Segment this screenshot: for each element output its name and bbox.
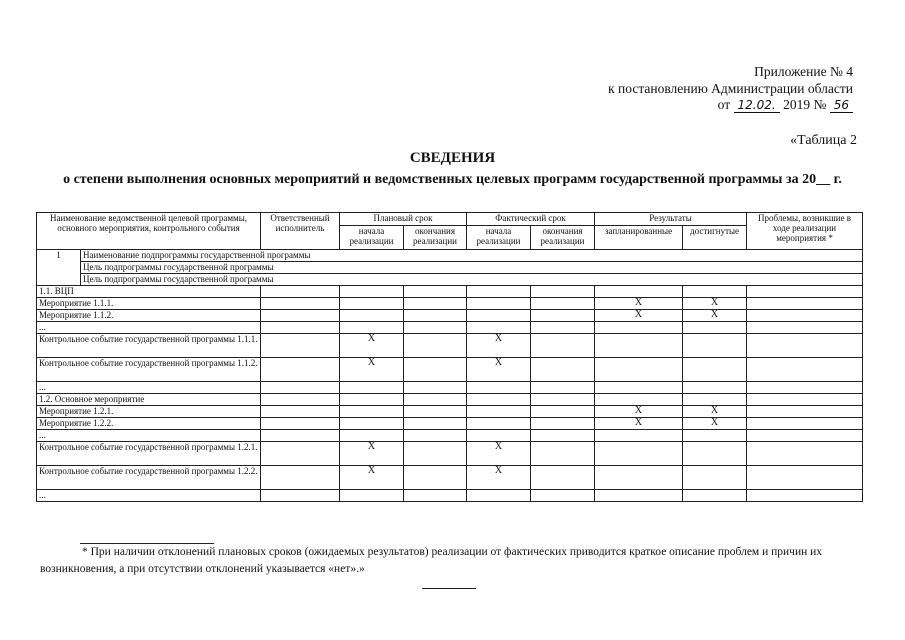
row-actual-end: [531, 394, 595, 406]
row-executor: [261, 418, 340, 430]
row-actual-end: [531, 310, 595, 322]
row-result-achieved: [683, 442, 747, 466]
row-result-achieved: [683, 394, 747, 406]
row-result-planned: [595, 394, 683, 406]
row-planned-start: [340, 322, 404, 334]
row-executor: [261, 358, 340, 382]
row-result-achieved: [683, 358, 747, 382]
row-planned-end: [404, 298, 467, 310]
row-name: 1.1. ВЦП: [37, 286, 261, 298]
row-name: Мероприятие 1.1.1.: [37, 298, 261, 310]
row-result-planned: X: [595, 298, 683, 310]
row-planned-start: [340, 490, 404, 502]
row-name: Контрольное событие государственной программы 1.2.2.: [37, 466, 261, 490]
row-actual-start: [467, 406, 531, 418]
table-row: [37, 322, 863, 334]
row-actual-start: [467, 394, 531, 406]
row-result-achieved: [683, 322, 747, 334]
row-planned-end: [404, 442, 467, 466]
row-actual-start: [467, 322, 531, 334]
decree-label: к постановлению Администрации области: [608, 81, 853, 96]
row-executor: [261, 322, 340, 334]
table-row: [37, 310, 863, 322]
date-prefix: от: [717, 97, 731, 112]
row-name: Контрольное событие государственной программы 1.2.1.: [37, 442, 261, 466]
row-result-achieved: [683, 466, 747, 490]
row-planned-start: [340, 430, 404, 442]
row-problems: [747, 418, 863, 430]
subprogram-number: 1: [37, 250, 81, 286]
row-problems: [747, 442, 863, 466]
table-row: [37, 466, 863, 490]
row-actual-end: [531, 382, 595, 394]
header-result-planned: запланированные: [595, 226, 683, 250]
header-actual-start: начала реализации: [467, 226, 531, 250]
row-result-achieved: [683, 382, 747, 394]
document-title: СВЕДЕНИЯ: [409, 150, 496, 166]
row-actual-start: [467, 382, 531, 394]
row-executor: [261, 394, 340, 406]
row-executor: [261, 406, 340, 418]
row-actual-start: X: [467, 334, 531, 358]
row-result-planned: [595, 382, 683, 394]
row-problems: [747, 298, 863, 310]
table-row: [37, 490, 863, 502]
row-planned-end: [404, 334, 467, 358]
row-executor: [261, 310, 340, 322]
row-name: Мероприятие 1.2.2.: [37, 418, 261, 430]
row-name: ...: [37, 430, 261, 442]
handwritten-date: 12.02.: [734, 98, 780, 113]
row-problems: [747, 490, 863, 502]
row-executor: [261, 466, 340, 490]
row-planned-end: [404, 406, 467, 418]
row-actual-end: [531, 442, 595, 466]
subprogram-name: Наименование подпрограммы государственной программы: [81, 250, 863, 262]
row-planned-end: [404, 466, 467, 490]
row-actual-end: [531, 358, 595, 382]
row-name: Контрольное событие государственной программы 1.1.2.: [37, 358, 261, 382]
row-problems: [747, 394, 863, 406]
row-actual-start: [467, 490, 531, 502]
subprogram-goal: Цель подпрограммы государственной программы: [81, 274, 863, 286]
row-actual-end: [531, 418, 595, 430]
row-planned-start: [340, 418, 404, 430]
row-actual-start: [467, 286, 531, 298]
row-executor: [261, 430, 340, 442]
header-actual: Фактический срок: [467, 213, 595, 226]
table-row: [37, 286, 863, 298]
row-result-planned: [595, 490, 683, 502]
row-result-achieved: [683, 286, 747, 298]
row-name: 1.2. Основное мероприятие: [37, 394, 261, 406]
decree-date-line: [718, 97, 853, 113]
report-table: [36, 212, 863, 502]
row-result-achieved: X: [683, 418, 747, 430]
row-result-achieved: [683, 334, 747, 358]
row-planned-end: [404, 322, 467, 334]
year-number: 2019 №: [783, 97, 827, 112]
row-name: Контрольное событие государственной программы 1.1.1.: [37, 334, 261, 358]
row-problems: [747, 286, 863, 298]
row-planned-start: X: [340, 442, 404, 466]
row-actual-end: [531, 286, 595, 298]
row-problems: [747, 334, 863, 358]
row-actual-start: [467, 430, 531, 442]
row-name: Мероприятие 1.2.1.: [37, 406, 261, 418]
row-problems: [747, 430, 863, 442]
row-actual-start: [467, 298, 531, 310]
row-problems: [747, 382, 863, 394]
header-name: Наименование ведомственной целевой программы, основного мероприятия, контрольного события: [37, 213, 261, 250]
handwritten-number: 56: [830, 98, 853, 113]
row-planned-end: [404, 418, 467, 430]
header-actual-end: окончания реализации: [531, 226, 595, 250]
row-planned-end: [404, 394, 467, 406]
row-planned-end: [404, 382, 467, 394]
row-result-achieved: X: [683, 406, 747, 418]
table-row: [37, 334, 863, 358]
row-result-achieved: X: [683, 298, 747, 310]
row-planned-start: X: [340, 466, 404, 490]
row-planned-end: [404, 310, 467, 322]
row-result-planned: [595, 286, 683, 298]
row-problems: [747, 358, 863, 382]
row-executor: [261, 286, 340, 298]
row-actual-end: [531, 334, 595, 358]
row-planned-end: [404, 358, 467, 382]
row-result-planned: X: [595, 406, 683, 418]
row-result-planned: [595, 430, 683, 442]
row-actual-end: [531, 466, 595, 490]
row-planned-start: [340, 286, 404, 298]
row-result-achieved: [683, 490, 747, 502]
row-executor: [261, 382, 340, 394]
row-result-planned: [595, 466, 683, 490]
row-result-planned: [595, 334, 683, 358]
row-actual-start: [467, 418, 531, 430]
table-row: [37, 382, 863, 394]
row-problems: [747, 406, 863, 418]
row-name: Мероприятие 1.1.2.: [37, 310, 261, 322]
row-actual-start: X: [467, 466, 531, 490]
row-result-planned: [595, 322, 683, 334]
document-subtitle: о степени выполнения основных мероприятий и ведомственных целевых программ государственной программы за 20__ г.: [63, 172, 842, 187]
row-result-planned: [595, 358, 683, 382]
row-planned-start: [340, 298, 404, 310]
header-results: Результаты: [595, 213, 747, 226]
table-row: [37, 298, 863, 310]
row-actual-end: [531, 322, 595, 334]
row-name: ...: [37, 322, 261, 334]
header-result-achieved: достигнутые: [683, 226, 747, 250]
row-executor: [261, 298, 340, 310]
row-actual-start: X: [467, 442, 531, 466]
footnote: * При наличии отклонений плановых сроков (ожидаемых результатов) реализации от фактических приводится краткое описание проблем и причин их возникновения, а при отсутствии отклонений указывается «нет».»: [40, 546, 823, 575]
subprogram-goal: Цель подпрограммы государственной программы: [81, 262, 863, 274]
row-result-planned: X: [595, 418, 683, 430]
row-problems: [747, 322, 863, 334]
row-name: ...: [37, 490, 261, 502]
table-row: [37, 418, 863, 430]
row-actual-end: [531, 490, 595, 502]
row-planned-start: [340, 394, 404, 406]
appendix-label: Приложение № 4: [754, 64, 853, 79]
table-row: [37, 442, 863, 466]
row-problems: [747, 466, 863, 490]
row-actual-start: X: [467, 358, 531, 382]
table-row: [37, 406, 863, 418]
row-actual-end: [531, 430, 595, 442]
header-executor: Ответственный исполнитель: [261, 213, 340, 250]
header-planned-end: окончания реализации: [404, 226, 467, 250]
row-name: ...: [37, 382, 261, 394]
row-planned-start: [340, 382, 404, 394]
table-label: «Таблица 2: [790, 133, 857, 148]
row-result-achieved: X: [683, 310, 747, 322]
row-planned-end: [404, 430, 467, 442]
row-actual-start: [467, 310, 531, 322]
table-row: [37, 430, 863, 442]
row-planned-start: [340, 406, 404, 418]
header-problems: Проблемы, возникшие в ходе реализации мероприятия *: [747, 213, 863, 250]
row-executor: [261, 334, 340, 358]
header-planned: Плановый срок: [340, 213, 467, 226]
row-actual-end: [531, 298, 595, 310]
table-row: [37, 394, 863, 406]
row-planned-end: [404, 286, 467, 298]
row-result-planned: X: [595, 310, 683, 322]
table-row: [37, 358, 863, 382]
row-actual-end: [531, 406, 595, 418]
header-planned-start: начала реализации: [340, 226, 404, 250]
row-planned-end: [404, 490, 467, 502]
row-executor: [261, 442, 340, 466]
row-planned-start: X: [340, 358, 404, 382]
row-planned-start: [340, 310, 404, 322]
end-divider: [422, 588, 476, 589]
row-executor: [261, 490, 340, 502]
row-result-achieved: [683, 430, 747, 442]
row-planned-start: X: [340, 334, 404, 358]
row-result-planned: [595, 442, 683, 466]
row-problems: [747, 310, 863, 322]
